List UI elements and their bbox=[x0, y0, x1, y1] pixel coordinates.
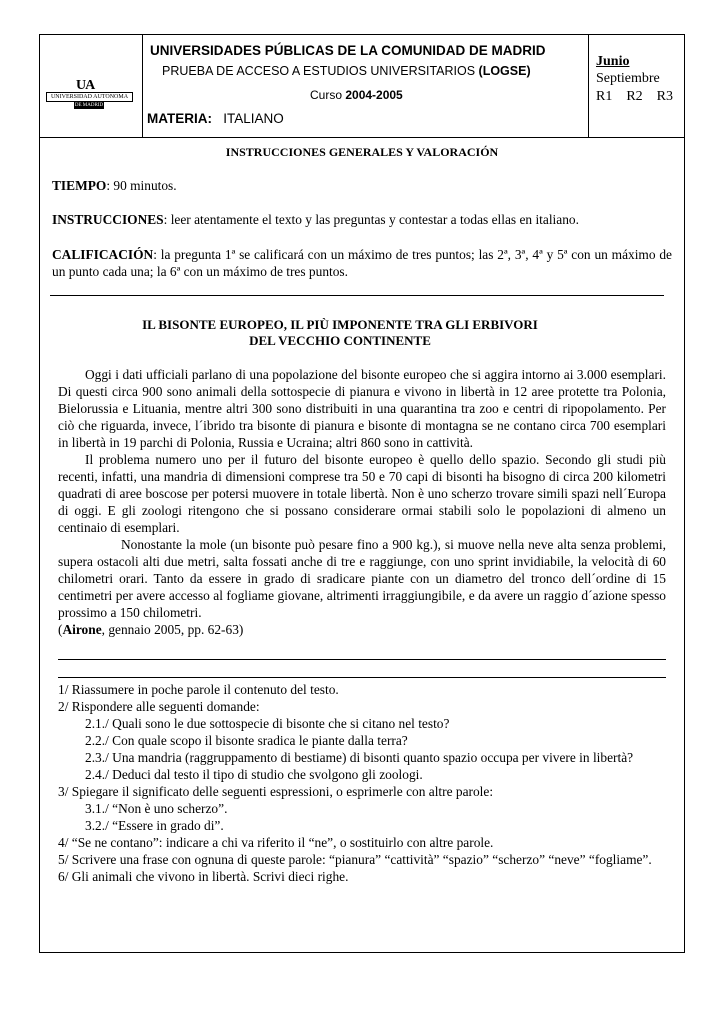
question-item: 3/ Spiegare il significato delle seguenti espressioni, o esprimerle con altre parole: bbox=[58, 784, 494, 799]
logo-subtext: DE MADRID bbox=[74, 103, 104, 108]
question-item: 6/ Gli animali che vivono in libertà. Scrivi dieci righe. bbox=[58, 869, 349, 884]
subject-label: MATERIA: bbox=[147, 111, 212, 126]
grading-label: CALIFICACIÓN bbox=[52, 247, 154, 262]
question-item: 2.4./ Deduci dal testo il tipo di studio che svolgono gli zoologi. bbox=[85, 767, 423, 782]
question-item: 3.1./ “Non è uno scherzo”. bbox=[85, 801, 228, 816]
divider-2 bbox=[58, 659, 666, 660]
time-label: TIEMPO bbox=[52, 178, 107, 193]
exam-title-bold: (LOGSE) bbox=[478, 64, 531, 78]
instructions-text bbox=[52, 211, 672, 228]
session-june: Junio bbox=[596, 54, 630, 69]
instructions-value: : leer atentamente el texto y las preguntas y contestar a todas ellas en italiano. bbox=[163, 212, 579, 227]
source-open: ( bbox=[58, 622, 63, 637]
source-details: , gennaio 2005, pp. 62-63) bbox=[101, 622, 244, 637]
question-item: 2.2./ Con quale scopo il bisonte sradica le piante dalla terra? bbox=[85, 733, 408, 748]
subject-value: ITALIANO bbox=[223, 111, 284, 126]
divider-3 bbox=[58, 677, 666, 678]
article-title bbox=[0, 317, 680, 349]
logo-mark: UA bbox=[76, 78, 95, 93]
question-item: 3.2./ “Essere in grado di”. bbox=[85, 818, 224, 833]
questions-list bbox=[58, 681, 664, 885]
question-item: 2/ Rispondere alle seguenti domande: bbox=[58, 699, 260, 714]
question-item: 5/ Scrivere una frase con ognuna di queste parole: “pianura” “cattività” “spazio” “scherzo” “neve” “fogliame”. bbox=[58, 852, 652, 867]
grading-value: : la pregunta 1ª se calificará con un máximo de tres puntos; las 2ª, 3ª, 4ª y 5ª con un máximo de un punto cada una; la 6ª con un máximo de tres puntos. bbox=[52, 247, 672, 279]
article-paragraph-2: Il problema numero uno per il futuro del bisonte europeo è quello dello spazio. Secondo gli studi più recenti, infatti, una mandria di dimensioni comprese tra 50 e 70 capi di bisonti ha bisogno di circa 200 kilometri quadrati di aree boscose per potersi muovere in totale libertà. Non è uno scherzo trovare simili spazi nell´Europa di oggi. E gli zoologi ritengono che si possano considerare ormai stabili solo le popolazioni di almeno un centinaio di esemplari. bbox=[58, 452, 666, 535]
rounds: R1 R2 R3 bbox=[596, 89, 674, 104]
source-magazine: Airone bbox=[62, 622, 102, 637]
university-logo bbox=[44, 78, 134, 112]
subject bbox=[147, 111, 284, 126]
article-paragraph-1: Oggi i dati ufficiali parlano di una popolazione del bisonte europeo che si aggira intorno ai 3.000 esemplari. Di questi circa 900 sono animali della sottospecie di pianura e vivono in libertà in 12 aree protette tra Polonia, Bielorussia e Lituania, mentre altri 300 sono distribuiti in una quarantina tra zoo e centri di ripopolamento. Per ciò che riguarda, invece, l´ibrido tra bisonte di pianura e bisonte di montagna se ne contano circa 700 esemplari in libertà in 19 parchi di Polonia, Russia e Ucraina; altri 860 sono in cattività. bbox=[58, 367, 666, 450]
course-year bbox=[310, 88, 403, 102]
article-paragraph-3: Nonostante la mole (un bisonte può pesare fino a 900 kg.), si muove nella neve alta senza problemi, supera ostacoli alti due metri, salta fossati anche di tre e raggiunge, con uno sprint invidiabile, la velocità di 60 chilometri orari. Tanto da essere in grado di sradicare piante con un diametro del tronco dell´ordine di 15 centimetri per avere accesso al fogliame giovane, altrimenti irraggiungibile, e da avere un raggio d´azione spesso prossimo a 150 chilometri. bbox=[58, 537, 666, 620]
exam-title bbox=[162, 64, 531, 78]
exam-title-text: PRUEBA DE ACCESO A ESTUDIOS UNIVERSITARIOS bbox=[162, 64, 479, 78]
header-divider-left bbox=[142, 35, 143, 137]
divider-1 bbox=[50, 295, 664, 296]
question-item: 4/ “Se ne contano”: indicare a chi va riferito il “ne”, o sostituirlo con altre parole. bbox=[58, 835, 494, 850]
session-september: Septiembre bbox=[596, 71, 660, 86]
time-value: : 90 minutos. bbox=[106, 178, 177, 193]
article-body bbox=[58, 366, 666, 638]
grading-text bbox=[52, 246, 672, 280]
instructions-label: INSTRUCCIONES bbox=[52, 212, 164, 227]
course-value: 2004-2005 bbox=[345, 88, 403, 102]
time-instruction bbox=[52, 177, 672, 194]
course-label: Curso bbox=[310, 88, 346, 102]
instructions-title: INSTRUCCIONES GENERALES Y VALORACIÓN bbox=[225, 145, 499, 159]
logo-text: UNIVERSIDAD AUTONOMA bbox=[46, 92, 133, 102]
question-item: 1/ Riassumere in poche parole il contenuto del testo. bbox=[58, 682, 339, 697]
article-title-line2: DEL VECCHIO CONTINENTE bbox=[249, 333, 431, 348]
question-item: 2.1./ Quali sono le due sottospecie di bisonte che si citano nel testo? bbox=[85, 716, 450, 731]
article-title-line1: IL BISONTE EUROPEO, IL PIÙ IMPONENTE TRA GLI ERBIVORI bbox=[142, 317, 538, 332]
question-item: 2.3./ Una mandria (raggruppamento di bestiame) di bisonti quanto spazio occupa per vivere in libertà? bbox=[85, 750, 634, 765]
header-divider-right bbox=[588, 35, 589, 137]
university-title: UNIVERSIDADES PÚBLICAS DE LA COMUNIDAD DE MADRID bbox=[150, 43, 546, 58]
article-source bbox=[58, 621, 666, 638]
